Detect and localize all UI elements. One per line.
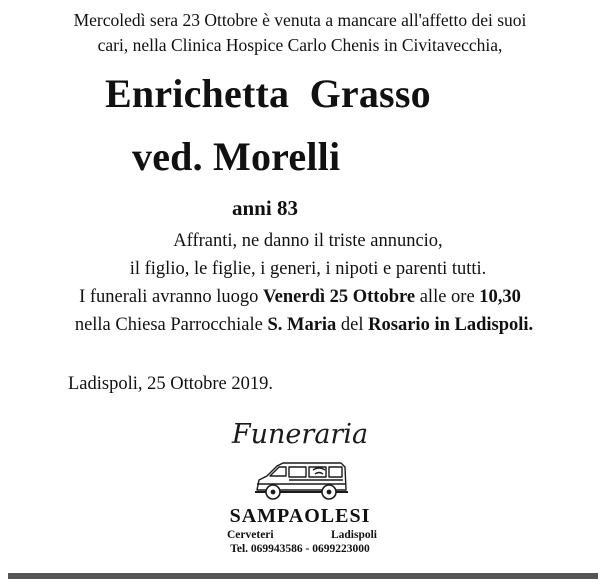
church-name: S. Maria xyxy=(267,315,337,335)
logo-brand-name: SAMPAOLESI xyxy=(229,505,371,527)
funeral-place-text: del xyxy=(336,315,369,335)
funeral-time-line xyxy=(0,284,600,310)
funeral-home-logo xyxy=(205,410,395,570)
announcement-line-2: il figlio, le figlie, i generi, i nipoti e parenti tutti. xyxy=(129,259,487,279)
deceased-married-name: ved. Morelli xyxy=(132,134,341,179)
dateline: Ladispoli, 25 Ottobre 2019. xyxy=(68,374,274,394)
logo-town-ladispoli: Ladispoli xyxy=(330,529,377,541)
bottom-rule xyxy=(8,573,598,579)
hearse-icon xyxy=(253,454,349,506)
intro-text-line-1: Mercoledì sera 23 Ottobre è venuta a mancare all'affetto dei suoi xyxy=(73,10,527,30)
announcement-line-1: Affranti, ne danno il triste annuncio, xyxy=(173,231,443,251)
deceased-age: anni 83 xyxy=(232,196,298,220)
church-location: Rosario in Ladispoli. xyxy=(368,315,534,335)
logo-telephone: Tel. 069943586 - 0699223000 xyxy=(230,543,370,555)
logo-towns xyxy=(227,528,377,542)
logo-script-text: Funeraria xyxy=(231,419,369,450)
funeral-place-line xyxy=(4,312,600,338)
funeral-date: Venerdì 25 Ottobre xyxy=(262,287,416,307)
logo-town-cerveteri: Cerveteri xyxy=(227,529,274,541)
funeral-hour: 10,30 xyxy=(479,287,521,307)
intro-text-line-2: cari, nella Clinica Hospice Carlo Chenis in Civitavecchia, xyxy=(97,35,503,55)
funeral-time-text: I funerali avranno luogo xyxy=(79,287,263,307)
funeral-place-text: nella Chiesa Parrocchiale xyxy=(74,315,268,335)
funeral-time-text: alle ore xyxy=(415,287,480,307)
deceased-name: Enrichetta Grasso xyxy=(105,71,431,116)
